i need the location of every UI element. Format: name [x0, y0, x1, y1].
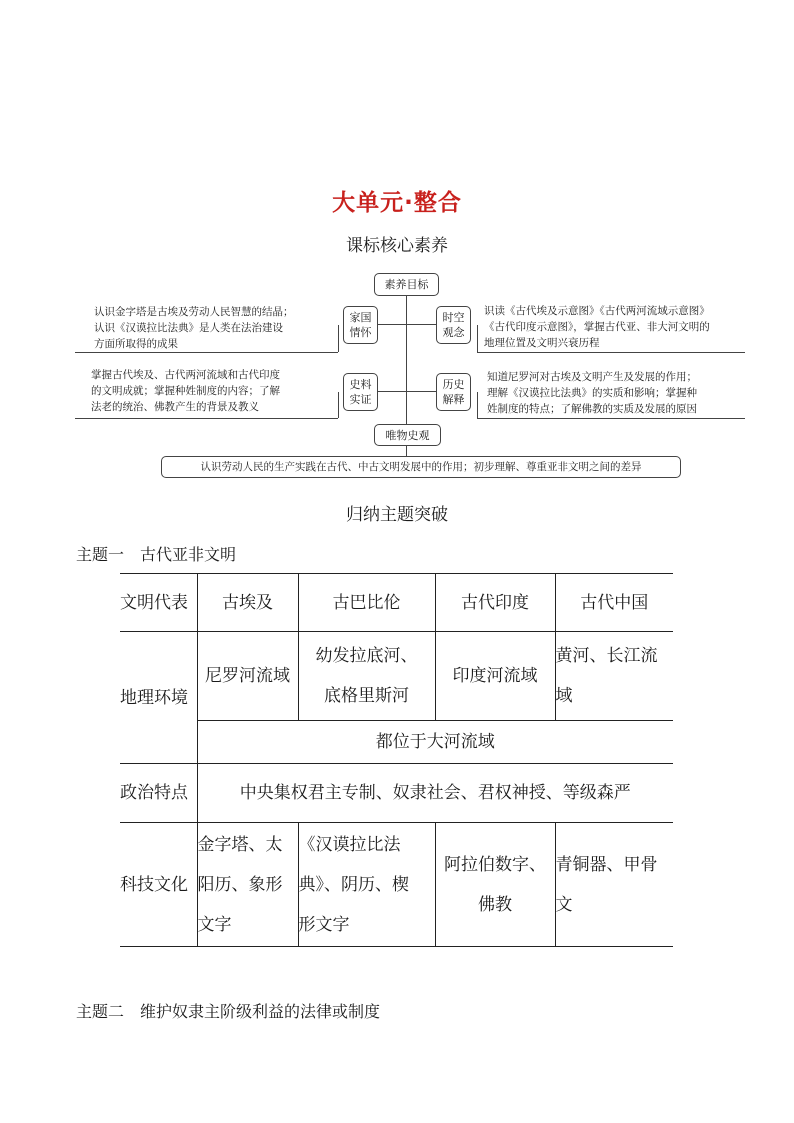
table-cell: 幼发拉底河、 底格里斯河	[298, 632, 435, 721]
table-row-label: 科技文化	[120, 823, 197, 947]
map-text-interpretation: 知道尼罗河对古埃及文明产生及发展的作用； 理解《汉谟拉比法典》的实质和影响；掌握种 姓制度的特点；了解佛教的实质及发展的原因	[487, 371, 697, 415]
map-node-interpretation: 历史 解释	[436, 373, 471, 411]
table-row-label: 地理环境	[120, 632, 197, 764]
map-connector	[378, 391, 436, 392]
table-row	[120, 632, 673, 721]
map-underline	[75, 418, 338, 419]
section-heading: 归纳主题突破	[346, 505, 448, 525]
map-node-materialism: 唯物史观	[374, 424, 441, 446]
map-underline	[477, 352, 745, 353]
table-cell: 青铜器、甲骨 文	[555, 823, 673, 947]
table-header-cell: 古代中国	[555, 574, 673, 632]
table-row	[120, 574, 673, 632]
table-cell: 尼罗河流域	[197, 632, 298, 721]
map-node-bottom-text: 认识劳动人民的生产实践在古代、中古文明发展中的作用；初步理解、尊重亚非文明之间的差异	[161, 456, 681, 478]
table-cell: 中央集权君主专制、奴隶社会、君权神授、等级森严	[197, 764, 673, 823]
map-connector	[477, 392, 478, 418]
map-text-spacetime: 识读《古代埃及示意图》《古代两河流域示意图》 《古代印度示意图》，掌握古代亚、非大河文明的 地理位置及文明兴衰历程	[484, 305, 710, 349]
table-header-cell: 古代印度	[435, 574, 555, 632]
map-connector	[406, 446, 407, 456]
map-connector	[338, 392, 339, 418]
civilization-table	[120, 573, 673, 947]
table-cell: 黄河、长江流 域	[555, 632, 673, 721]
table-cell: 《汉谟拉比法 典》、阴历、楔 形文字	[298, 823, 435, 947]
table-row	[120, 764, 673, 823]
table-row	[120, 823, 673, 947]
table-header-cell: 文明代表	[120, 574, 197, 632]
theme-two-title: 主题二 维护奴隶主阶级利益的法律或制度	[76, 1002, 381, 1021]
map-spine	[406, 296, 407, 424]
table-row-label: 政治特点	[120, 764, 197, 823]
map-node-evidence: 史料 实证	[343, 373, 378, 411]
table-cell: 都位于大河流域	[197, 721, 673, 764]
table-header-cell: 古巴比伦	[298, 574, 435, 632]
map-text-patriotism: 认识金字塔是古埃及劳动人民智慧的结晶； 认识《汉谟拉比法典》是人类在法治建设 方面所取得的成果	[94, 306, 294, 350]
table-header-cell: 古埃及	[197, 574, 298, 632]
map-connector	[477, 325, 478, 352]
map-connector	[338, 325, 339, 352]
table-cell: 阿拉伯数字、 佛教	[435, 823, 555, 947]
map-underline	[75, 352, 338, 353]
map-text-evidence: 掌握古代埃及、古代两河流域和古代印度 的文明成就；掌握种姓制度的内容；了解 法老的统治、佛教产生的背景及教义	[91, 369, 280, 413]
table-cell: 金字塔、太 阳历、象形 文字	[197, 823, 298, 947]
table-cell: 印度河流域	[435, 632, 555, 721]
subtitle: 课标核心素养	[346, 236, 448, 256]
map-connector	[378, 324, 436, 325]
map-underline	[477, 418, 745, 419]
map-node-patriotism: 家国 情怀	[343, 306, 378, 344]
map-node-goal: 素养目标	[374, 273, 439, 296]
table-row	[120, 721, 673, 764]
page-title: 大单元·整合	[332, 190, 462, 216]
theme-one-title: 主题一 古代亚非文明	[76, 545, 237, 564]
map-node-spacetime: 时空 观念	[436, 306, 471, 344]
